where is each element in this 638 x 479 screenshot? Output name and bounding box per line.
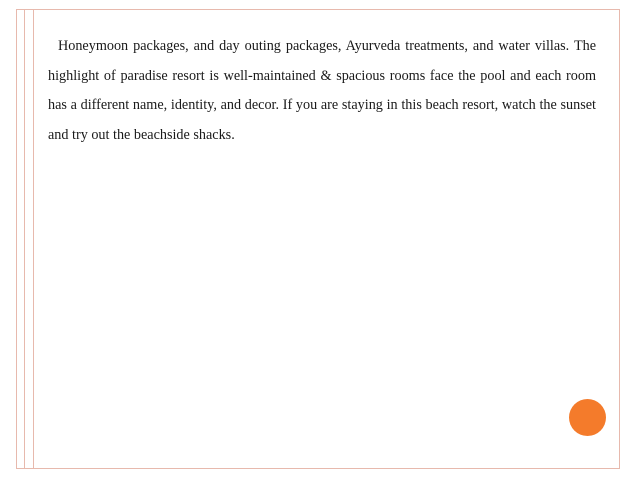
orange-circle-decoration [569,399,606,436]
left-decorative-rule-inner [33,9,34,469]
slide-body-text: Honeymoon packages, and day outing packages, Ayurveda treatments, and water villas. The highlight of paradise resort is well-maintained & spacious rooms face the pool and each room has a different name, identity, and decor. If you are staying in this beach resort, watch the sunset and try out the beachside shacks. [48,38,596,143]
left-decorative-rule [24,9,25,469]
